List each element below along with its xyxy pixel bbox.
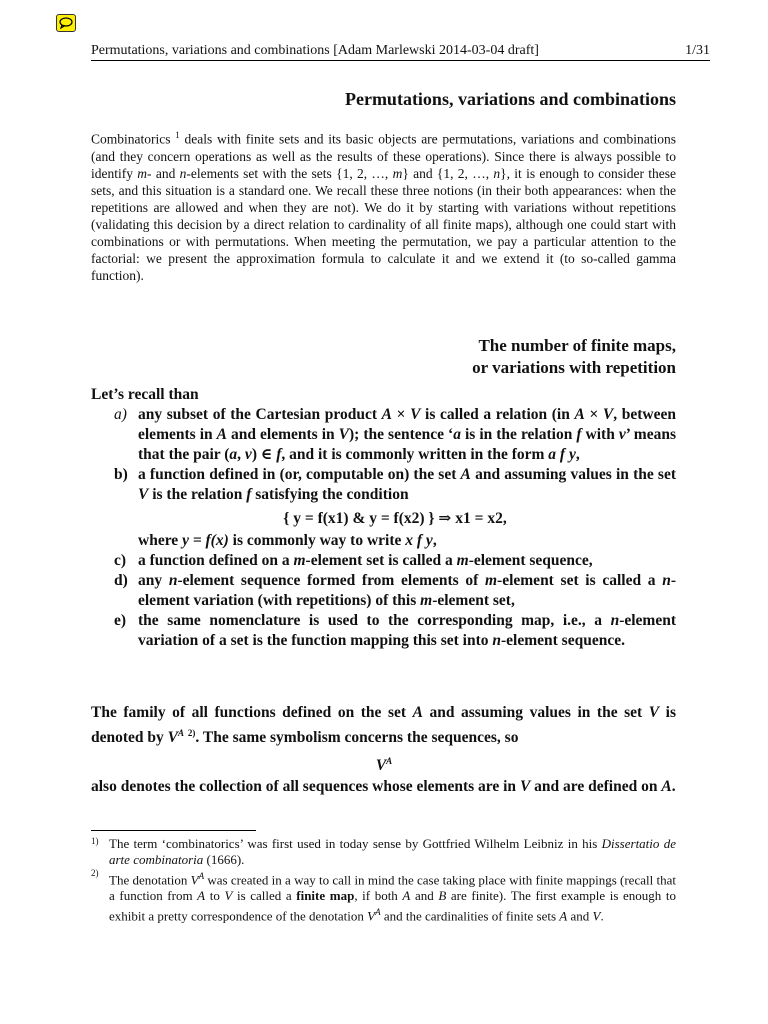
function-condition-formula: { y = f(x1) & y = f(x2) } ⇒ x1 = x2, xyxy=(283,510,507,527)
list-item-a: a) any subset of the Cartesian product A × V is called a relation (in A × V, between elements in A and elements in V); the sentence ‘a is in the relation f with v’ means that the pair (a, v) ∈ f, and it is commonly written in the form a f y, xyxy=(114,406,676,463)
family-paragraph: The family of all functions defined on the set A and assuming values in the set V is denoted by $V^A$ $^{2)}$. The same symbolism concerns the sequences, so xyxy=(91,704,676,747)
list-marker: d) xyxy=(114,572,128,589)
section-title: The number of finite maps, or variations with repetition xyxy=(472,336,676,377)
footnote-1: 1) The term ‘combinatorics’ was first used in today sense by Gottfried Wilhelm Leibniz in his Dissertatio de arte combinatoria (1666). xyxy=(91,836,676,867)
footnotes xyxy=(91,836,676,925)
footnote-separator xyxy=(91,830,256,831)
footnote-ref-2[interactable]: 2) xyxy=(187,728,196,738)
running-title: Permutations, variations and combinations [Adam Marlewski 2014-03-04 draft] xyxy=(91,43,539,58)
definition-list xyxy=(114,405,676,651)
where-line: where y = f(x) is commonly way to write x f y, xyxy=(138,532,437,549)
list-marker: e) xyxy=(114,612,127,629)
va-display-symbol: $V^A$ xyxy=(375,756,393,775)
recall-line: Let’s recall than xyxy=(91,386,199,403)
document-title: Permutations, variations and combinations xyxy=(344,89,676,109)
running-header xyxy=(91,42,710,61)
list-marker: c) xyxy=(114,552,127,569)
also-paragraph: also denotes the collection of all sequences whose elements are in V and are defined on A. xyxy=(91,778,676,795)
comment-icon[interactable] xyxy=(56,14,76,32)
list-item-e: e) the same nomenclature is used to the corresponding map, i.e., a n-element variation of a set is the function mapping this set into n-element sequence. xyxy=(114,612,676,649)
intro-paragraph: Combinatorics $^1$ deals with finite sets and its basic objects are permutations, variations and combinations (and they concern operations as well as the results of these operations). Since there is always possible to identify m- and n-elements set with the sets {1, 2, …, m} and {1, 2, …, n}, it is enough to consider these sets, and this situation is a standard one. We recall these three notions (in their both appearances: when the repetitions are allowed and when they are not). We do it by starting with variations without repetitions (validating this decision by a direct relation to cardinality of all finite maps), although one could start with combinations or with permutations. When meeting the permutation, we pay a particular attention to the factorial: we present the approximation formula to calculate it and we extend it (to so-called gamma function). xyxy=(91,130,677,283)
list-marker: b) xyxy=(114,466,128,483)
page-number: 1/31 xyxy=(685,43,710,58)
list-marker: a) xyxy=(114,406,127,423)
list-item-b: b) a function defined in (or, computable on) the set A and assuming values in the set V is the relation f satisfying the condition { y = f(x1) & y = f(x2) } ⇒ x1 = x2, where y = f(x) is commonly way to write x f y, xyxy=(114,466,676,549)
list-item-c: c) a function defined on a m-element set is called a m-element sequence, xyxy=(114,552,593,569)
footnote-ref-1[interactable]: 1 xyxy=(175,130,180,140)
list-item-d: d) any n-element sequence formed from elements of m-element set is called a n-element variation (with repetitions) of this m-element set, xyxy=(114,572,676,609)
footnote-2: 2) The denotation $V^A$ was created in a way to call in mind the case taking place with finite mappings (recall that a function from A to V is called a finite map, if both A and B are finite). The first example is enough to exhibit a pretty correspondence of the denotation $V^A$ and the cardinalities of finite sets A and V. xyxy=(91,868,676,924)
